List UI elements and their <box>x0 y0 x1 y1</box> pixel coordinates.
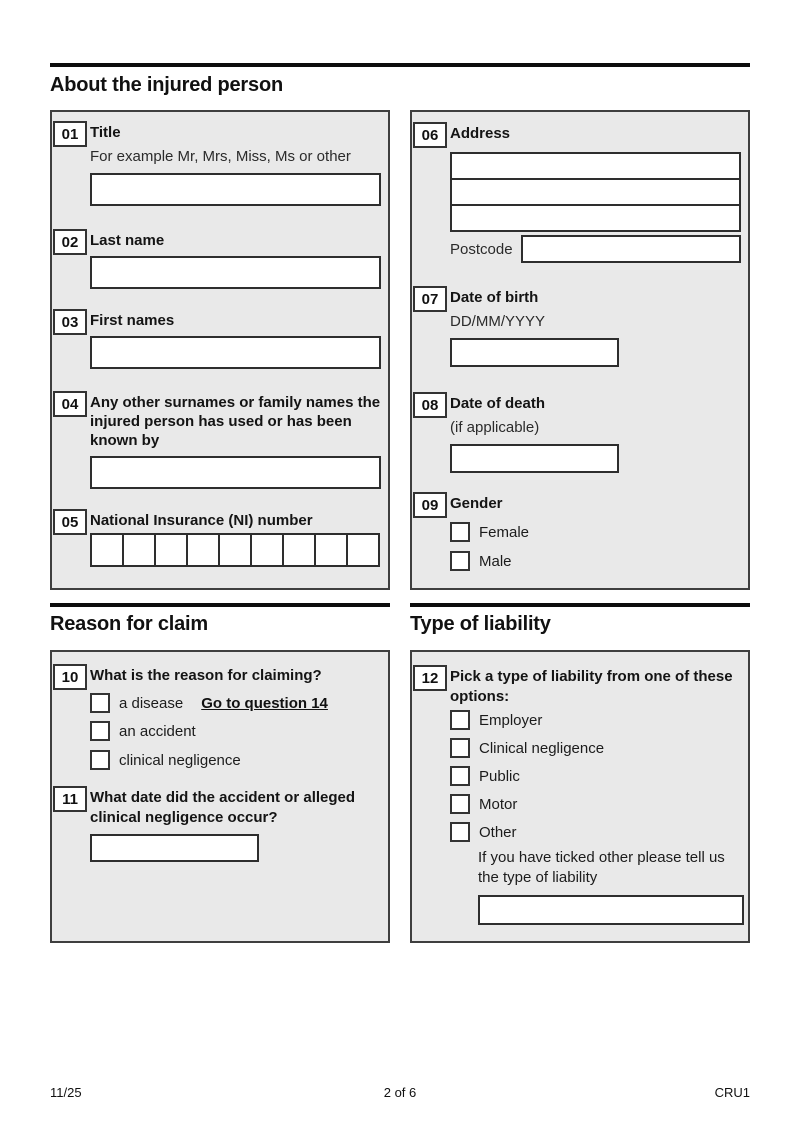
section-divider-liability <box>410 603 750 607</box>
gender-female-row <box>450 522 741 542</box>
postcode-label: Postcode <box>450 240 513 258</box>
footer-page-number: 2 of 6 <box>383 1085 417 1100</box>
checkbox-label: Public <box>479 767 520 785</box>
reason-disease-row <box>90 693 381 713</box>
footer-form-code: CRU1 <box>714 1085 750 1100</box>
postcode-input[interactable] <box>521 235 741 263</box>
gender-male-row <box>450 551 741 571</box>
checkbox-an-accident[interactable] <box>90 721 110 741</box>
liability-other-row <box>450 822 741 842</box>
ni-number-cell[interactable] <box>122 533 156 567</box>
ni-number-grid <box>90 533 381 567</box>
question-label: Gender <box>450 495 503 512</box>
question-label: Address <box>450 125 511 142</box>
section-title-reason: Reason for claim <box>50 613 208 635</box>
checkbox-clinical-negligence[interactable] <box>90 750 110 770</box>
question-02-last-name <box>61 231 381 289</box>
accident-date-input[interactable] <box>90 834 259 862</box>
address-input-lines <box>450 152 741 232</box>
liability-motor-row <box>450 794 741 814</box>
panel-about-left <box>50 110 390 590</box>
question-11-accident-date <box>62 788 381 862</box>
checkbox-male[interactable] <box>450 551 470 571</box>
question-label: Title <box>90 124 121 141</box>
last-name-input[interactable] <box>90 256 381 289</box>
checkbox-label: Female <box>479 523 530 541</box>
question-07-date-of-birth <box>421 288 741 367</box>
checkbox-clinical-negligence-liability[interactable] <box>450 738 470 758</box>
checkbox-employer[interactable] <box>450 710 470 730</box>
section-title-about: About the injured person <box>50 74 283 96</box>
checkbox-label: a disease <box>119 694 184 712</box>
checkbox-label: Clinical negligence <box>479 739 605 757</box>
checkbox-a-disease[interactable] <box>90 693 110 713</box>
checkbox-female[interactable] <box>450 522 470 542</box>
question-01-title <box>61 123 381 206</box>
ni-number-cell[interactable] <box>186 533 220 567</box>
question-number-badge: 05 <box>53 509 87 535</box>
ni-number-cell[interactable] <box>250 533 284 567</box>
question-09-gender <box>421 494 741 571</box>
page-footer <box>0 1085 800 1103</box>
reason-clinical-negligence-row <box>90 750 381 770</box>
question-label: Last name <box>90 232 165 249</box>
question-number-badge: 01 <box>53 121 87 147</box>
question-number-badge: 12 <box>413 665 447 691</box>
question-number-badge: 06 <box>413 122 447 148</box>
question-label: National Insurance (NI) number <box>90 512 313 529</box>
postcode-row <box>450 235 741 263</box>
checkbox-label: Employer <box>479 711 543 729</box>
question-label: Date of death <box>450 395 546 412</box>
panel-type-of-liability <box>410 650 750 943</box>
question-number-badge: 11 <box>53 786 87 812</box>
checkbox-label: clinical negligence <box>119 751 241 769</box>
ni-number-cell[interactable] <box>218 533 252 567</box>
question-hint: DD/MM/YYYY <box>450 313 546 330</box>
checkbox-motor[interactable] <box>450 794 470 814</box>
address-line-1-input[interactable] <box>452 154 739 178</box>
question-number-badge: 04 <box>53 391 87 417</box>
question-label: Pick a type of liability from one of these options: <box>450 668 733 705</box>
question-03-first-names <box>61 311 381 369</box>
question-number-badge: 10 <box>53 664 87 690</box>
checkbox-other[interactable] <box>450 822 470 842</box>
liability-public-row <box>450 766 741 786</box>
goto-question-14-note: Go to question 14 <box>201 694 328 712</box>
checkbox-label: Motor <box>479 795 518 813</box>
ni-number-cell[interactable] <box>314 533 348 567</box>
question-hint: For example Mr, Mrs, Miss, Ms or other <box>90 148 351 165</box>
checkbox-label: Male <box>479 552 512 570</box>
reason-accident-row <box>90 721 381 741</box>
question-number-badge: 07 <box>413 286 447 312</box>
question-10-reason <box>61 666 381 770</box>
liability-clinical-negligence-row <box>450 738 741 758</box>
question-number-badge: 02 <box>53 229 87 255</box>
question-label: What date did the accident or alleged clinical negligence occur? <box>90 789 356 826</box>
question-number-badge: 08 <box>413 392 447 418</box>
title-input[interactable] <box>90 173 381 206</box>
ni-number-cell[interactable] <box>90 533 124 567</box>
question-12-liability-type <box>421 667 741 925</box>
question-05-ni-number <box>61 511 381 567</box>
question-label: Any other surnames or family names the injured person has used or has been known by <box>90 394 381 449</box>
date-of-birth-input[interactable] <box>450 338 619 367</box>
checkbox-public[interactable] <box>450 766 470 786</box>
question-04-other-surnames <box>61 393 381 489</box>
section-divider-reason <box>50 603 390 607</box>
section-title-liability: Type of liability <box>410 613 551 635</box>
date-of-death-input[interactable] <box>450 444 619 473</box>
question-label: What is the reason for claiming? <box>90 667 322 684</box>
first-names-input[interactable] <box>90 336 381 369</box>
liability-employer-row <box>450 710 741 730</box>
other-liability-hint: If you have ticked other please tell us the type of liability <box>478 849 725 886</box>
question-label: Date of birth <box>450 289 539 306</box>
question-label: First names <box>90 312 175 329</box>
ni-number-cell[interactable] <box>154 533 188 567</box>
checkbox-label: an accident <box>119 722 196 740</box>
address-line-3-input[interactable] <box>452 204 739 230</box>
panel-reason-for-claim <box>50 650 390 943</box>
question-number-badge: 09 <box>413 492 447 518</box>
other-liability-input[interactable] <box>478 895 744 925</box>
panel-about-right <box>410 110 750 590</box>
checkbox-label: Other <box>479 823 517 841</box>
question-06-address <box>421 124 741 263</box>
ni-number-cell[interactable] <box>282 533 316 567</box>
ni-number-cell[interactable] <box>346 533 380 567</box>
address-line-2-input[interactable] <box>452 178 739 204</box>
other-surnames-input[interactable] <box>90 456 381 489</box>
question-08-date-of-death <box>421 394 741 473</box>
footer-date-code: 11/25 <box>50 1085 82 1100</box>
question-hint: (if applicable) <box>450 419 540 436</box>
question-number-badge: 03 <box>53 309 87 335</box>
section-divider-top <box>50 63 750 67</box>
